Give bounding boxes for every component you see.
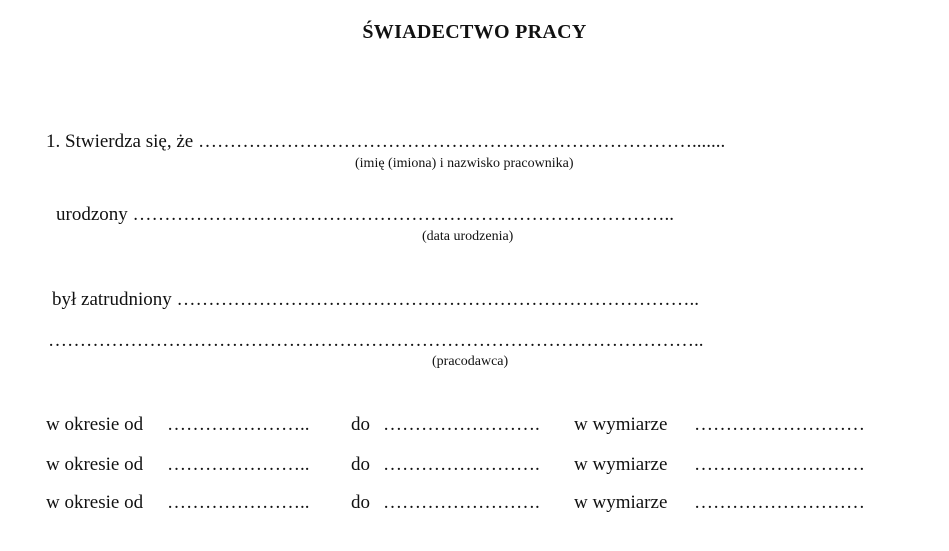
employee-name-line: 1. Stwierdza się, że ……………………………………………………………………....... [46, 131, 726, 152]
employer-line: ………………………………………………………………………………………….. [48, 330, 704, 351]
birth-date-hint: (data urodzenia) [422, 229, 514, 244]
period-scope-label: w wymiarze [574, 492, 668, 513]
employee-name-hint: (imię (imiona) i nazwisko pracownika) [355, 156, 574, 171]
employer-hint: (pracodawca) [432, 354, 509, 369]
period-scope-field: ……………………… [694, 454, 865, 475]
period-to-field: ……………………. [383, 492, 540, 513]
period-to-label: do [351, 492, 370, 513]
period-from-label: w okresie od [46, 454, 144, 475]
period-from-label: w okresie od [46, 492, 144, 513]
period-from-field: ………………….. [167, 454, 310, 475]
period-to-label: do [351, 414, 370, 435]
period-from-field: ………………….. [167, 414, 310, 435]
period-scope-field: ……………………… [694, 492, 865, 513]
birth-date-line: urodzony ………………………………………………………………………….. [56, 204, 675, 225]
period-from-field: ………………….. [167, 492, 310, 513]
employed-by-line: był zatrudniony ……………………………………………………………………….. [52, 289, 700, 310]
document-title: ŚWIADECTWO PRACY [362, 21, 587, 43]
period-scope-label: w wymiarze [574, 414, 668, 435]
period-to-field: ……………………. [383, 454, 540, 475]
period-from-label: w okresie od [46, 414, 144, 435]
period-to-label: do [351, 454, 370, 475]
period-scope-label: w wymiarze [574, 454, 668, 475]
period-scope-field: ……………………… [694, 414, 865, 435]
period-to-field: ……………………. [383, 414, 540, 435]
